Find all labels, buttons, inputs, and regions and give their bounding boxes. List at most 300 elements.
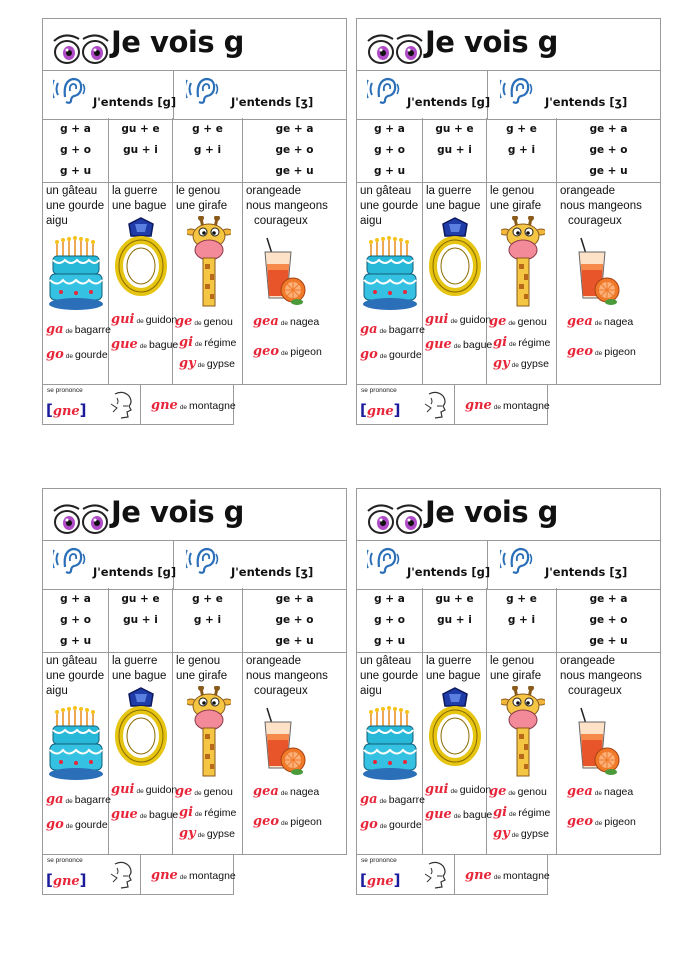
example-col-2 bbox=[423, 182, 493, 384]
hearing-row bbox=[356, 540, 661, 590]
sound-example bbox=[425, 335, 492, 353]
combo-col-4 bbox=[557, 118, 660, 182]
combo-item: ge + o bbox=[275, 614, 314, 626]
phoneme-grapheme: gne bbox=[366, 404, 394, 419]
examples-row bbox=[356, 182, 661, 385]
example-word: orangeade bbox=[560, 655, 615, 667]
combo-item: gu + e bbox=[435, 593, 474, 605]
example-word: nous mangeons bbox=[560, 200, 642, 212]
sound-grapheme: gea bbox=[567, 784, 593, 799]
example-col-2 bbox=[423, 652, 493, 854]
sound-example bbox=[489, 312, 547, 330]
eyes-icon bbox=[365, 31, 425, 65]
sound-word: bague bbox=[149, 339, 179, 351]
example-words bbox=[357, 182, 422, 229]
sound-example bbox=[360, 345, 422, 363]
hear-j-cell bbox=[174, 71, 346, 119]
combo-item: g + u bbox=[373, 165, 406, 177]
sound-word: bague bbox=[463, 809, 493, 821]
hear-g-label: J'entends [g] bbox=[93, 95, 177, 109]
combo-col-3 bbox=[173, 588, 243, 652]
card-title: Je vois g bbox=[425, 495, 558, 529]
ring-icon bbox=[115, 216, 167, 296]
sound-de: de bbox=[379, 353, 387, 360]
hear-j-label: J'entends [ʒ] bbox=[545, 565, 628, 579]
combo-item: ge + u bbox=[275, 165, 314, 177]
example-col-4 bbox=[243, 182, 346, 384]
pronounce-label: se prononce bbox=[47, 387, 83, 394]
example-word: une gourde bbox=[46, 200, 105, 212]
combination-row bbox=[356, 588, 661, 653]
example-col-1 bbox=[43, 182, 109, 384]
sound-example bbox=[179, 354, 235, 372]
sound-grapheme: gui bbox=[425, 782, 449, 797]
sound-de: de bbox=[195, 811, 203, 818]
speaking-mouth-icon bbox=[423, 860, 449, 890]
example-word: aigu bbox=[46, 685, 68, 697]
ear-icon bbox=[367, 545, 401, 575]
sound-grapheme: gy bbox=[179, 826, 196, 841]
sound-de: de bbox=[281, 820, 289, 827]
sound-word: montagne bbox=[503, 400, 550, 412]
sound-word: bagarre bbox=[388, 324, 425, 336]
sound-example bbox=[489, 782, 547, 800]
gn-box bbox=[42, 854, 234, 895]
sound-example bbox=[46, 815, 108, 833]
sound-example bbox=[179, 824, 235, 842]
sound-de: de bbox=[594, 790, 603, 797]
combo-item: g + e bbox=[506, 123, 537, 135]
gn-box bbox=[42, 384, 234, 425]
sound-grapheme: geo bbox=[253, 814, 280, 829]
example-word: la guerre bbox=[112, 655, 158, 667]
example-word: un gâteau bbox=[46, 655, 98, 667]
sound-example bbox=[253, 342, 322, 360]
example-col-4 bbox=[557, 652, 660, 854]
example-words bbox=[173, 182, 242, 214]
sound-example bbox=[46, 320, 111, 338]
pronounce-label: se prononce bbox=[47, 857, 83, 864]
ear-icon bbox=[186, 545, 220, 575]
sound-de: de bbox=[65, 328, 73, 335]
sound-example bbox=[253, 812, 322, 830]
example-word: orangeade bbox=[246, 185, 301, 197]
sound-de: de bbox=[139, 813, 148, 820]
gn-example bbox=[465, 396, 550, 414]
orangeade-glass-icon bbox=[257, 706, 307, 778]
title-box bbox=[356, 18, 661, 71]
combo-col-4 bbox=[243, 588, 346, 652]
sound-word: gourde bbox=[75, 819, 108, 831]
sound-de: de bbox=[280, 790, 289, 797]
sound-de: de bbox=[594, 320, 603, 327]
example-word: courageux bbox=[254, 215, 308, 227]
sound-word: bagarre bbox=[74, 324, 111, 336]
example-word: une bague bbox=[112, 670, 167, 682]
eyes-icon bbox=[51, 501, 111, 535]
sound-de: de bbox=[595, 350, 603, 357]
phoneme-grapheme: gne bbox=[52, 404, 80, 419]
sound-word: pigeon bbox=[604, 816, 636, 828]
combo-item: g + u bbox=[59, 165, 92, 177]
example-word: une gourde bbox=[46, 670, 105, 682]
eyes-icon bbox=[51, 31, 111, 65]
sheet-card bbox=[42, 18, 347, 438]
sound-word: bague bbox=[463, 339, 493, 351]
giraffe-icon bbox=[187, 216, 231, 308]
ring-icon bbox=[115, 686, 167, 766]
eyes-icon bbox=[365, 501, 425, 535]
sound-grapheme: go bbox=[46, 817, 64, 832]
hear-g-cell bbox=[43, 541, 177, 589]
gn-example bbox=[465, 866, 550, 884]
sound-example bbox=[493, 803, 550, 821]
example-col-4 bbox=[557, 182, 660, 384]
sound-grapheme: gi bbox=[493, 335, 508, 350]
sound-de: de bbox=[139, 343, 148, 350]
pronounce-label: se prononce bbox=[361, 857, 397, 864]
sound-word: bague bbox=[149, 809, 179, 821]
combo-item: g + u bbox=[59, 635, 92, 647]
sound-de: de bbox=[511, 832, 519, 839]
sound-grapheme: ge bbox=[175, 784, 193, 799]
sound-de: de bbox=[179, 874, 188, 881]
bracket-open: [ bbox=[46, 401, 53, 419]
sound-word: genou bbox=[203, 316, 233, 328]
sound-de: de bbox=[379, 798, 387, 805]
example-words bbox=[557, 652, 660, 699]
example-word: une bague bbox=[112, 200, 167, 212]
title-box bbox=[42, 488, 347, 541]
sound-example bbox=[493, 824, 549, 842]
ear-icon bbox=[367, 75, 401, 105]
combo-col-2 bbox=[423, 588, 487, 652]
example-col-4 bbox=[243, 652, 346, 854]
sound-grapheme: gy bbox=[493, 356, 510, 371]
sound-word: genou bbox=[517, 786, 547, 798]
sound-example bbox=[179, 803, 236, 821]
sound-example bbox=[111, 310, 177, 328]
example-words bbox=[423, 182, 486, 214]
gn-example bbox=[151, 396, 236, 414]
sound-word: gypse bbox=[206, 358, 235, 370]
sound-word: nagea bbox=[604, 316, 634, 328]
sound-grapheme: gi bbox=[179, 805, 194, 820]
gn-pronounce-cell bbox=[43, 854, 141, 894]
sound-word: régime bbox=[518, 807, 551, 819]
example-word: le genou bbox=[176, 655, 221, 667]
example-col-3 bbox=[487, 652, 557, 854]
example-word: une girafe bbox=[490, 670, 542, 682]
sound-example bbox=[493, 354, 549, 372]
gn-box bbox=[356, 854, 548, 895]
sound-word: montagne bbox=[503, 870, 550, 882]
sound-word: guidon bbox=[145, 314, 178, 326]
combo-item: g + o bbox=[374, 614, 405, 626]
sheet-card bbox=[356, 488, 661, 908]
combo-col-3 bbox=[487, 588, 557, 652]
combo-item: g + i bbox=[507, 144, 536, 156]
sound-de: de bbox=[493, 874, 502, 881]
combo-item: ge + u bbox=[275, 635, 314, 647]
sound-word: montagne bbox=[189, 870, 236, 882]
sound-de: de bbox=[379, 328, 387, 335]
bracket-close: ] bbox=[393, 401, 401, 419]
sound-example bbox=[425, 780, 491, 798]
combo-col-2 bbox=[109, 588, 173, 652]
sound-example bbox=[360, 790, 425, 808]
hear-j-cell bbox=[174, 541, 346, 589]
sound-grapheme: ge bbox=[489, 314, 507, 329]
sound-grapheme: gue bbox=[425, 337, 452, 352]
example-words bbox=[487, 182, 556, 214]
hear-g-cell bbox=[43, 71, 177, 119]
sound-grapheme: ga bbox=[360, 322, 378, 337]
example-word: courageux bbox=[568, 215, 622, 227]
sound-de: de bbox=[136, 788, 144, 795]
example-word: une bague bbox=[426, 670, 481, 682]
example-word: le genou bbox=[176, 185, 221, 197]
sound-word: nagea bbox=[290, 786, 320, 798]
example-words bbox=[43, 182, 108, 229]
combo-item: gu + i bbox=[437, 144, 472, 156]
combo-item: gu + e bbox=[121, 593, 160, 605]
sound-de: de bbox=[509, 811, 517, 818]
sound-de: de bbox=[595, 820, 603, 827]
sound-grapheme: gy bbox=[493, 826, 510, 841]
sound-word: nagea bbox=[604, 786, 634, 798]
example-col-3 bbox=[487, 182, 557, 384]
combo-item: g + a bbox=[374, 123, 405, 135]
bracket-close: ] bbox=[79, 401, 87, 419]
examples-row bbox=[42, 182, 347, 385]
hear-j-cell bbox=[488, 71, 660, 119]
sound-grapheme: gui bbox=[425, 312, 449, 327]
sound-grapheme: go bbox=[46, 347, 64, 362]
hear-j-label: J'entends [ʒ] bbox=[231, 95, 314, 109]
cake-icon bbox=[363, 706, 417, 782]
example-word: une girafe bbox=[490, 200, 542, 212]
combo-item: gu + e bbox=[121, 123, 160, 135]
sound-grapheme: gue bbox=[111, 337, 138, 352]
sheet-card bbox=[356, 18, 661, 438]
example-word: nous mangeons bbox=[246, 670, 328, 682]
sound-grapheme: gne bbox=[465, 868, 492, 883]
sound-word: bagarre bbox=[388, 794, 425, 806]
combo-col-2 bbox=[109, 118, 173, 182]
example-word: la guerre bbox=[426, 655, 472, 667]
sound-example bbox=[175, 782, 233, 800]
combo-item: ge + a bbox=[275, 593, 314, 605]
sound-grapheme: gne bbox=[465, 398, 492, 413]
combo-col-4 bbox=[557, 588, 660, 652]
card-title: Je vois g bbox=[111, 495, 244, 529]
combo-item: g + o bbox=[60, 614, 91, 626]
example-word: nous mangeons bbox=[560, 670, 642, 682]
sound-de: de bbox=[508, 790, 516, 797]
giraffe-icon bbox=[501, 686, 545, 778]
sound-de: de bbox=[65, 798, 73, 805]
example-words bbox=[243, 182, 346, 229]
sound-grapheme: gea bbox=[253, 314, 279, 329]
combo-item: ge + o bbox=[589, 144, 628, 156]
sound-grapheme: gue bbox=[425, 807, 452, 822]
sound-example bbox=[493, 333, 550, 351]
combo-item: ge + o bbox=[589, 614, 628, 626]
sound-grapheme: geo bbox=[253, 344, 280, 359]
sound-de: de bbox=[493, 404, 502, 411]
phoneme-bracket bbox=[46, 871, 87, 889]
orangeade-glass-icon bbox=[571, 236, 621, 308]
sound-word: genou bbox=[517, 316, 547, 328]
combo-item: g + i bbox=[193, 144, 222, 156]
example-word: un gâteau bbox=[360, 185, 412, 197]
cake-icon bbox=[49, 236, 103, 312]
combo-item: g + u bbox=[373, 635, 406, 647]
sound-de: de bbox=[280, 320, 289, 327]
sound-example bbox=[46, 345, 108, 363]
sound-word: gourde bbox=[75, 349, 108, 361]
sound-grapheme: ge bbox=[489, 784, 507, 799]
cake-icon bbox=[363, 236, 417, 312]
sound-de: de bbox=[281, 350, 289, 357]
combo-item: ge + a bbox=[275, 123, 314, 135]
sound-de: de bbox=[194, 320, 202, 327]
sound-word: gourde bbox=[389, 819, 422, 831]
bracket-open: [ bbox=[46, 871, 53, 889]
hear-g-label: J'entends [g] bbox=[93, 565, 177, 579]
sound-grapheme: go bbox=[360, 817, 378, 832]
giraffe-icon bbox=[187, 686, 231, 778]
combination-row bbox=[356, 118, 661, 183]
sheet-card bbox=[42, 488, 347, 908]
example-words bbox=[173, 652, 242, 684]
combo-item: ge + a bbox=[589, 123, 628, 135]
combo-item: g + a bbox=[60, 123, 91, 135]
sound-de: de bbox=[511, 362, 519, 369]
sound-word: gypse bbox=[520, 358, 549, 370]
example-word: une girafe bbox=[176, 200, 228, 212]
combo-item: g + e bbox=[506, 593, 537, 605]
speaking-mouth-icon bbox=[423, 390, 449, 420]
example-word: une bague bbox=[426, 200, 481, 212]
sound-example bbox=[111, 805, 178, 823]
sound-example bbox=[567, 342, 636, 360]
sound-grapheme: gui bbox=[111, 312, 135, 327]
examples-row bbox=[356, 652, 661, 855]
orangeade-glass-icon bbox=[571, 706, 621, 778]
sound-word: bagarre bbox=[74, 794, 111, 806]
sound-word: guidon bbox=[459, 314, 492, 326]
example-word: aigu bbox=[360, 215, 382, 227]
bracket-open: [ bbox=[360, 401, 367, 419]
phoneme-grapheme: gne bbox=[52, 874, 80, 889]
hear-g-label: J'entends [g] bbox=[407, 565, 491, 579]
sound-example bbox=[567, 782, 633, 800]
sound-word: pigeon bbox=[290, 346, 322, 358]
example-word: courageux bbox=[254, 685, 308, 697]
combo-item: ge + o bbox=[275, 144, 314, 156]
sound-word: genou bbox=[203, 786, 233, 798]
combination-row bbox=[42, 588, 347, 653]
example-words bbox=[109, 652, 172, 684]
hear-j-label: J'entends [ʒ] bbox=[231, 565, 314, 579]
example-word: la guerre bbox=[112, 185, 158, 197]
example-word: une girafe bbox=[176, 670, 228, 682]
gn-pronounce-cell bbox=[357, 384, 455, 424]
sound-word: régime bbox=[204, 337, 237, 349]
example-word: orangeade bbox=[560, 185, 615, 197]
sound-de: de bbox=[65, 353, 73, 360]
example-word: la guerre bbox=[426, 185, 472, 197]
sound-grapheme: gea bbox=[567, 314, 593, 329]
example-words bbox=[243, 652, 346, 699]
combo-col-4 bbox=[243, 118, 346, 182]
sound-word: gourde bbox=[389, 349, 422, 361]
title-box bbox=[42, 18, 347, 71]
sound-word: guidon bbox=[459, 784, 492, 796]
sound-grapheme: geo bbox=[567, 814, 594, 829]
combo-item: ge + a bbox=[589, 593, 628, 605]
sound-de: de bbox=[136, 318, 144, 325]
sound-de: de bbox=[379, 823, 387, 830]
sound-example bbox=[567, 812, 636, 830]
sound-grapheme: gi bbox=[179, 335, 194, 350]
example-word: courageux bbox=[568, 685, 622, 697]
sound-de: de bbox=[450, 788, 458, 795]
combination-row bbox=[42, 118, 347, 183]
combo-item: ge + u bbox=[589, 165, 628, 177]
example-word: aigu bbox=[360, 685, 382, 697]
combo-col-1 bbox=[43, 118, 109, 182]
sound-example bbox=[179, 333, 236, 351]
hear-g-cell bbox=[357, 71, 491, 119]
hearing-row bbox=[42, 70, 347, 120]
combo-item: g + i bbox=[193, 614, 222, 626]
sound-grapheme: gne bbox=[151, 868, 178, 883]
sound-de: de bbox=[509, 341, 517, 348]
sound-example bbox=[46, 790, 111, 808]
bracket-open: [ bbox=[360, 871, 367, 889]
sound-de: de bbox=[194, 790, 202, 797]
sound-word: gypse bbox=[206, 828, 235, 840]
example-word: une gourde bbox=[360, 200, 419, 212]
phoneme-bracket bbox=[360, 401, 401, 419]
ear-icon bbox=[500, 75, 534, 105]
card-title: Je vois g bbox=[425, 25, 558, 59]
sound-example bbox=[253, 312, 319, 330]
examples-row bbox=[42, 652, 347, 855]
sound-word: régime bbox=[518, 337, 551, 349]
combo-item: gu + i bbox=[123, 144, 158, 156]
example-words bbox=[109, 182, 172, 214]
sound-de: de bbox=[508, 320, 516, 327]
example-words bbox=[423, 652, 486, 684]
example-col-3 bbox=[173, 652, 243, 854]
hear-g-label: J'entends [g] bbox=[407, 95, 491, 109]
sound-example bbox=[567, 312, 633, 330]
sound-de: de bbox=[195, 341, 203, 348]
gn-pronounce-cell bbox=[43, 384, 141, 424]
sound-de: de bbox=[453, 813, 462, 820]
bracket-close: ] bbox=[79, 871, 87, 889]
example-word: aigu bbox=[46, 215, 68, 227]
ring-icon bbox=[429, 216, 481, 296]
card-title: Je vois g bbox=[111, 25, 244, 59]
hear-g-cell bbox=[357, 541, 491, 589]
combo-item: g + o bbox=[60, 144, 91, 156]
orangeade-glass-icon bbox=[257, 236, 307, 308]
